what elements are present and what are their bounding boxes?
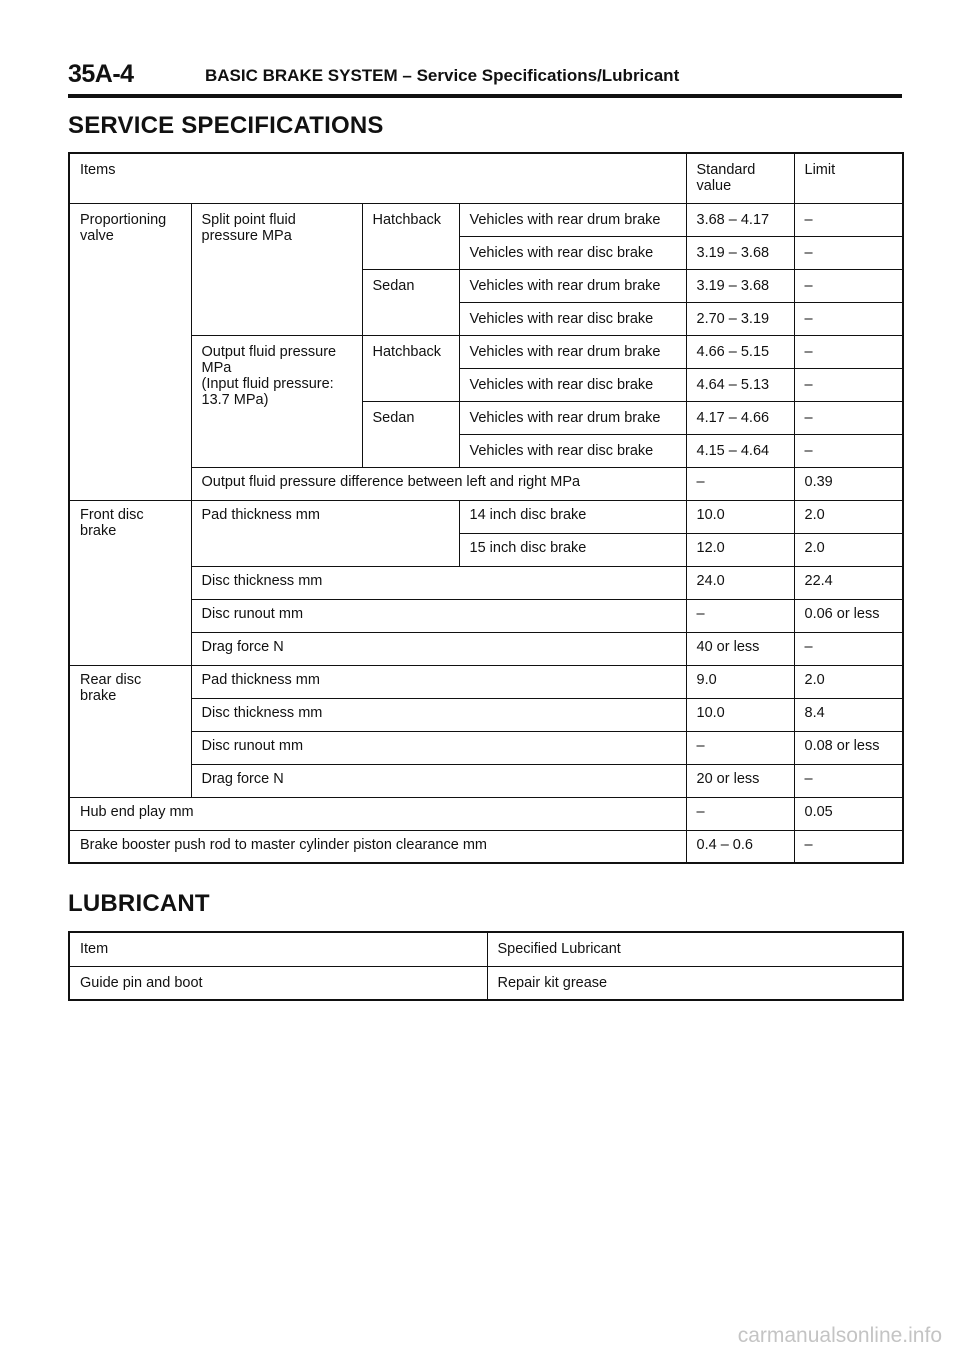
standard-value-cell: 0.4 – 0.6 [686,830,794,863]
limit-cell: 0.08 or less [794,731,903,764]
standard-value-cell: 12.0 [686,533,794,566]
standard-value-cell: 10.0 [686,698,794,731]
condition-cell: Vehicles with rear drum brake [459,203,686,236]
rear-disc-brake-label: Rear disc brake [69,665,191,797]
limit-cell: – [794,368,903,401]
table-row [69,797,903,830]
drag-force-label: Drag force N [191,632,686,665]
watermark: carmanualsonline.info [737,1324,942,1347]
limit-cell: 0.39 [794,467,903,500]
lubricant-table [68,931,904,1001]
limit-cell: 2.0 [794,665,903,698]
condition-cell: Vehicles with rear drum brake [459,335,686,368]
limit-cell: – [794,632,903,665]
limit-cell: 0.05 [794,797,903,830]
standard-value-cell: 4.66 – 5.15 [686,335,794,368]
table-row [69,830,903,863]
service-specifications-heading: SERVICE SPECIFICATIONS [68,112,384,139]
table-row [69,467,903,500]
standard-value-cell: 3.68 – 4.17 [686,203,794,236]
output-pressure-label: Output fluid pressure MPa (Input fluid pressure: 13.7 MPa) [191,335,362,467]
condition-cell: Vehicles with rear disc brake [459,302,686,335]
standard-value-cell: – [686,599,794,632]
limit-cell: 2.0 [794,533,903,566]
limit-cell: – [794,203,903,236]
pad-thickness-label: Pad thickness mm [191,500,459,566]
pad-thickness-label: Pad thickness mm [191,665,686,698]
column-header-items: Items [69,153,686,203]
limit-cell: – [794,269,903,302]
table-header-row [69,932,903,966]
limit-cell: – [794,434,903,467]
body-type-label: Hatchback [362,203,459,269]
condition-cell: Vehicles with rear drum brake [459,401,686,434]
disc-thickness-label: Disc thickness mm [191,566,686,599]
standard-value-cell: 4.15 – 4.64 [686,434,794,467]
front-disc-brake-label: Front disc brake [69,500,191,665]
header-title: BASIC BRAKE SYSTEM – Service Specifications/Lubricant [205,66,680,85]
lubricant-item-cell: Guide pin and boot [69,966,487,1000]
standard-value-cell: 3.19 – 3.68 [686,269,794,302]
table-row [69,731,903,764]
table-header-row [69,153,903,203]
column-header-specified-lubricant: Specified Lubricant [487,932,903,966]
body-type-label: Sedan [362,401,459,467]
table-row [69,599,903,632]
standard-value-cell: 20 or less [686,764,794,797]
table-row [69,665,903,698]
limit-cell: 0.06 or less [794,599,903,632]
limit-cell: – [794,401,903,434]
page-header [68,58,902,98]
standard-value-cell: 2.70 – 3.19 [686,302,794,335]
condition-cell: Vehicles with rear disc brake [459,434,686,467]
standard-value-cell: 10.0 [686,500,794,533]
split-point-label: Split point fluid pressure MPa [191,203,362,335]
condition-cell: Vehicles with rear disc brake [459,368,686,401]
standard-value-cell: – [686,731,794,764]
limit-cell: – [794,302,903,335]
limit-cell: – [794,335,903,368]
table-row [69,203,903,236]
table-row [69,632,903,665]
booster-clearance-label: Brake booster push rod to master cylinder piston clearance mm [69,830,686,863]
column-header-item: Item [69,932,487,966]
standard-value-cell: 3.19 – 3.68 [686,236,794,269]
body-type-label: Sedan [362,269,459,335]
condition-cell: Vehicles with rear disc brake [459,236,686,269]
table-row [69,335,903,368]
standard-value-cell: 24.0 [686,566,794,599]
condition-cell: 15 inch disc brake [459,533,686,566]
limit-cell: 2.0 [794,500,903,533]
limit-cell: – [794,236,903,269]
limit-cell: – [794,830,903,863]
hub-end-play-label: Hub end play mm [69,797,686,830]
standard-value-cell: 9.0 [686,665,794,698]
disc-runout-label: Disc runout mm [191,599,686,632]
condition-cell: Vehicles with rear drum brake [459,269,686,302]
table-row [69,966,903,1000]
proportioning-valve-label: Proportioning valve [69,203,191,500]
lubricant-heading: LUBRICANT [68,890,210,917]
column-header-limit: Limit [794,153,903,203]
pressure-difference-label: Output fluid pressure difference between left and right MPa [191,467,686,500]
standard-value-cell: – [686,467,794,500]
standard-value-cell: 4.64 – 5.13 [686,368,794,401]
standard-value-cell: 40 or less [686,632,794,665]
condition-cell: 14 inch disc brake [459,500,686,533]
lubricant-value-cell: Repair kit grease [487,966,903,1000]
standard-value-cell: – [686,797,794,830]
table-row [69,500,903,533]
disc-thickness-label: Disc thickness mm [191,698,686,731]
table-row [69,764,903,797]
body-type-label: Hatchback [362,335,459,401]
page-number: 35A-4 [68,60,134,88]
limit-cell: – [794,764,903,797]
standard-value-cell: 4.17 – 4.66 [686,401,794,434]
column-header-standard: Standard value [686,153,794,203]
drag-force-label: Drag force N [191,764,686,797]
disc-runout-label: Disc runout mm [191,731,686,764]
service-specifications-table [68,152,904,864]
table-row [69,698,903,731]
table-row [69,566,903,599]
limit-cell: 22.4 [794,566,903,599]
limit-cell: 8.4 [794,698,903,731]
